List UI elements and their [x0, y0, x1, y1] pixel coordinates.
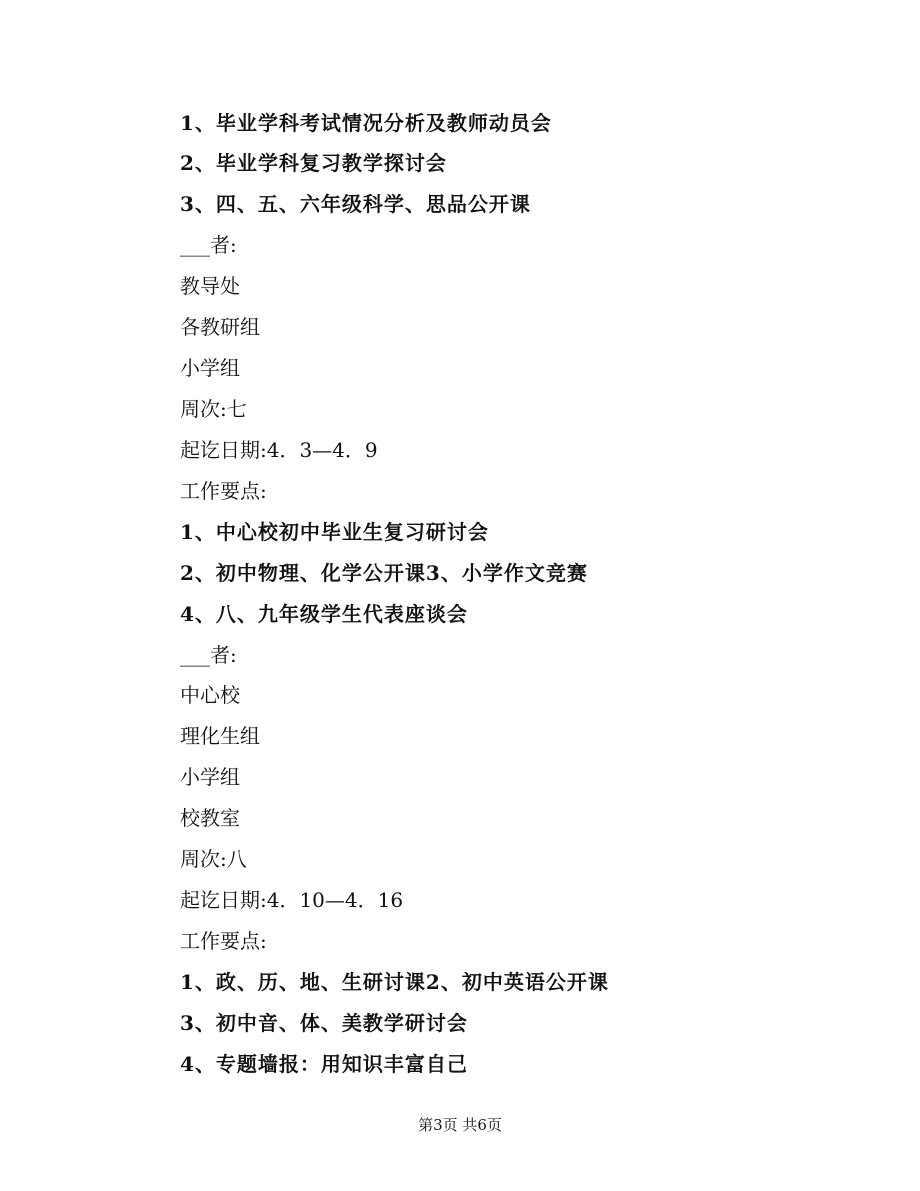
- text-line: 小学组: [180, 356, 240, 380]
- text-line: 中心校: [180, 683, 240, 707]
- text-line: 3、四、五、六年级科学、思品公开课: [180, 192, 531, 216]
- text-line: ___者:: [180, 233, 237, 257]
- text-line: 2、毕业学科复习教学探讨会: [180, 151, 447, 175]
- text-line: 教导处: [180, 274, 240, 298]
- page-footer: 第3页 共6页: [418, 1116, 502, 1134]
- text-line: 工作要点:: [180, 929, 267, 953]
- text-line: 3、初中音、体、美教学研讨会: [180, 1011, 468, 1035]
- text-line: 1、毕业学科考试情况分析及教师动员会: [180, 111, 552, 135]
- text-line: 各教研组: [180, 315, 260, 339]
- text-line: 小学组: [180, 765, 240, 789]
- text-line: 工作要点:: [180, 479, 267, 503]
- text-line: 4、八、九年级学生代表座谈会: [180, 602, 468, 626]
- text-line: 1、中心校初中毕业生复习研讨会: [180, 520, 489, 544]
- text-line: 周次:七: [180, 397, 247, 421]
- text-line: 理化生组: [180, 724, 260, 748]
- text-line: 2、初中物理、化学公开课3、小学作文竞赛: [180, 561, 588, 585]
- text-line: 周次:八: [180, 847, 247, 871]
- text-line: 1、政、历、地、生研讨课2、初中英语公开课: [180, 970, 609, 994]
- text-line: 4、专题墙报：用知识丰富自己: [180, 1052, 468, 1076]
- text-line: ___者:: [180, 643, 237, 667]
- text-line: 起讫日期:4．3—4．9: [180, 438, 378, 462]
- text-line: 校教室: [180, 806, 240, 830]
- text-line: 起讫日期:4．10—4．16: [180, 888, 404, 912]
